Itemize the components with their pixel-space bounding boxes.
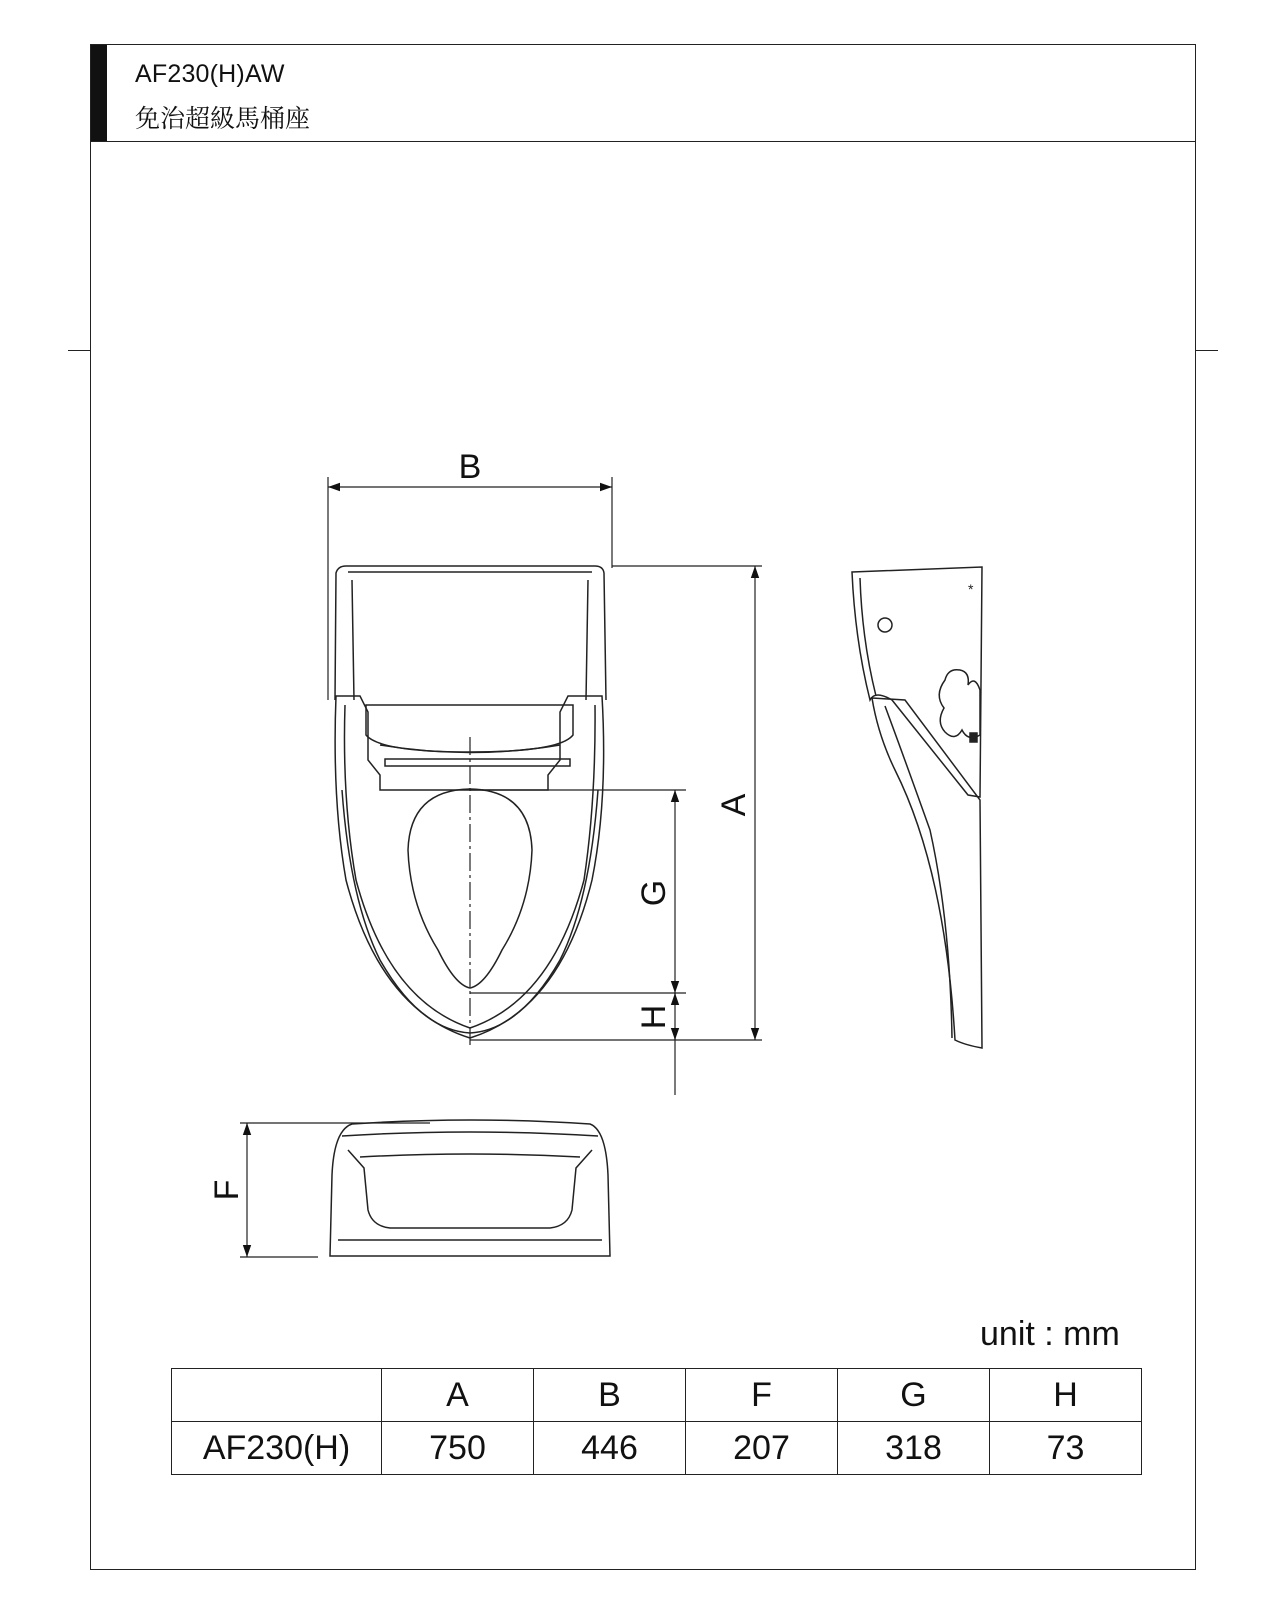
front-lid-line: [342, 1132, 598, 1136]
dimension-table: [171, 1368, 1142, 1475]
front-seat-inner: [348, 1150, 592, 1228]
table-value-cell: 446: [534, 1422, 686, 1475]
dim-label-H: H: [635, 1004, 673, 1030]
side-arm: [872, 698, 982, 1048]
table-header-cell: H: [990, 1369, 1142, 1422]
table-value-cell: 207: [686, 1422, 838, 1475]
table-value-cell: 73: [990, 1422, 1142, 1475]
table-header-cell: G: [838, 1369, 990, 1422]
table-header-cell: [172, 1369, 382, 1422]
dim-label-F: F: [208, 1179, 246, 1201]
model-code: AF230(H)AW: [135, 60, 285, 88]
front-outline: [330, 1120, 610, 1256]
side-housing-inner: [860, 578, 876, 696]
dim-label-A: A: [715, 793, 753, 817]
side-view: [852, 567, 982, 1048]
seat-outline: [335, 696, 604, 1038]
table-header-row: [172, 1369, 1142, 1422]
dim-G-H: [470, 790, 686, 1095]
nozzle-slot: [385, 759, 570, 766]
table-row: [172, 1422, 1142, 1475]
dim-label-B: B: [458, 448, 482, 486]
table-header-cell: F: [686, 1369, 838, 1422]
side-marker: *: [968, 581, 974, 597]
table-header-cell: A: [382, 1369, 534, 1422]
table-header-cell: B: [534, 1369, 686, 1422]
unit-label: unit : mm: [980, 1315, 1120, 1353]
dim-label-G: G: [635, 879, 673, 907]
side-housing: [852, 567, 982, 797]
table-value-cell: 318: [838, 1422, 990, 1475]
front-lid-edge: [360, 1154, 580, 1157]
side-port: [970, 733, 977, 742]
product-name: 免治超級馬桶座: [135, 105, 311, 133]
tank-inner-line: [352, 580, 588, 700]
side-knob: [878, 618, 892, 632]
table-model-cell: AF230(H): [172, 1422, 382, 1475]
dim-B: [328, 477, 612, 700]
side-cutout: [939, 670, 980, 738]
dim-F: [240, 1123, 430, 1257]
front-view: [330, 1120, 610, 1256]
table-value-cell: 750: [382, 1422, 534, 1475]
side-arm-inner: [885, 706, 952, 1038]
tank-outline: [335, 566, 606, 700]
